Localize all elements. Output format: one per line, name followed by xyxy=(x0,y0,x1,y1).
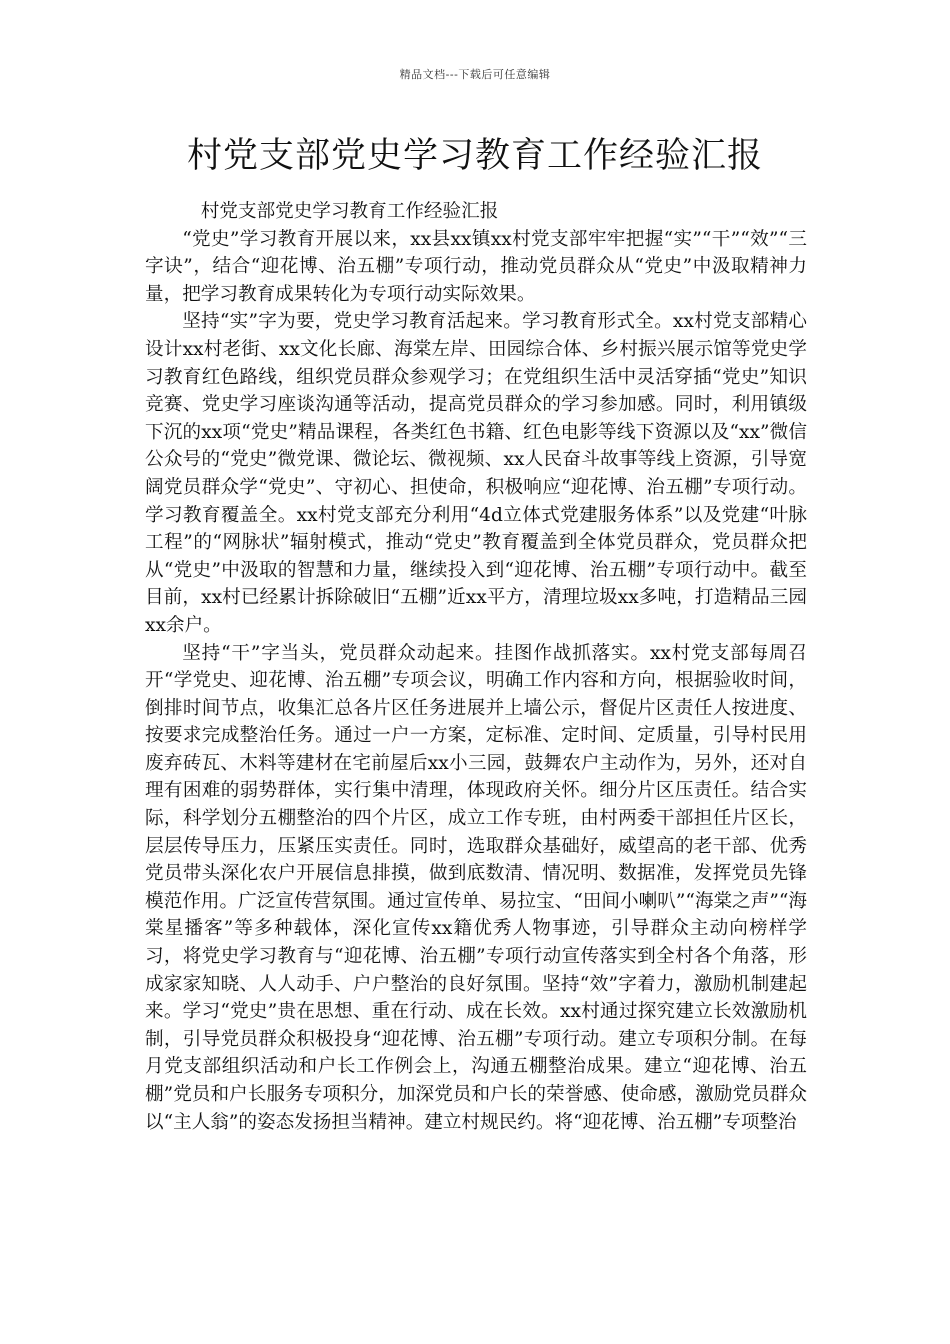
body-paragraph-intro: “党史”学习教育开展以来，xx县xx镇xx村党支部牢牢把握“实”“干”“效”“三字诀”，结合“迎花博、治五棚”专项行动，推动党员群众从“党史”中汲取精神力量，把学习教育成果转化为专项行动实际效果。 xyxy=(145,228,807,305)
body-subtitle: 村党支部党史学习教育工作经验汇报 xyxy=(200,201,499,222)
header-note: 精品文档---下载后可任意编辑 xyxy=(399,68,551,81)
body-paragraph-shi: 坚持“实”字为要，党史学习教育活起来。学习教育形式全。xx村党支部精心设计xx村老街、xx文化长廊、海棠左岸、田园综合体、乡村振兴展示馆等党史学习教育红色路线，组织党员群众参观学习；在党组织生活中灵活穿插“党史”知识竞赛、党史学习座谈沟通等活动，提高党员群众的学习参加感。同时，利用镇级下沉的xx项“党史”精品课程，各类红色书籍、红色电影等线下资源以及“xx”微信公众号的“党史”微党课、微论坛、微视频、xx人民奋斗故事等线上资源，引导宽阔党员群众学“党史”、守初心、担使命，积极响应“迎花博、治五棚”专项行动。学习教育覆盖全。xx村党支部充分利用“4d立体式党建服务体系”以及党建“叶脉工程”的“网脉状”辐射模式，推动“党史”教育覆盖到全体党员群众，党员群众把从“党史”中汲取的智慧和力量，继续投入到“迎花博、治五棚”专项行动中。截至目前，xx村已经累计拆除破旧“五棚”近xx平方，清理垃圾xx多吨，打造精品三园xx余户。 xyxy=(145,311,807,636)
body-paragraph-gan: 坚持“干”字当头，党员群众动起来。挂图作战抓落实。xx村党支部每周召开“学党史、迎花博、治五棚”专项会议，明确工作内容和方向，根据验收时间，倒排时间节点，收集汇总各片区任务进展并上墙公示，督促片区责任人按进度、按要求完成整治任务。通过一户一方案，定标准、定时间、定质量，引导村民用废弃砖瓦、木料等建材在宅前屋后xx小三园，鼓舞农户主动作为，另外，还对自理有困难的弱势群体，实行集中清理，体现政府关怀。细分片区压责任。结合实际，科学划分五棚整治的四个片区，成立工作专班，由村两委干部担任片区长，层层传导压力，压紧压实责任。同时，选取群众基础好，威望高的老干部、优秀党员带头深化农户开展信息排摸，做到底数清、情况明、数据准，发挥党员先锋模范作用。广泛宣传营氛围。通过宣传单、易拉宝、“田间小喇叭”“海棠之声”“海棠星播客”等多种载体，深化宣传xx籍优秀人物事迹，引导群众主动向榜样学习，将党史学习教育与“迎花博、治五棚”专项行动宣传落实到全村各个角落，形成家家知晓、人人动手、户户整治的良好氛围。坚持“效”字着力，激励机制建起来。学习“党史”贵在思想、重在行动、成在长效。xx村通过探究建立长效激励机制，引导党员群众积极投身“迎花博、治五棚”专项行动。建立专项积分制。在每月党支部组织活动和户长工作例会上，沟通五棚整治成果。建立“迎花博、治五棚”党员和户长服务专项积分，加深党员和户长的荣誉感、使命感，激励党员群众以“主人翁”的姿态发扬担当精神。建立村规民约。将“迎花博、治五棚”专项整治 xyxy=(145,642,807,1133)
document-body xyxy=(145,198,807,1136)
document-title: 村党支部党史学习教育工作经验汇报 xyxy=(186,136,763,176)
